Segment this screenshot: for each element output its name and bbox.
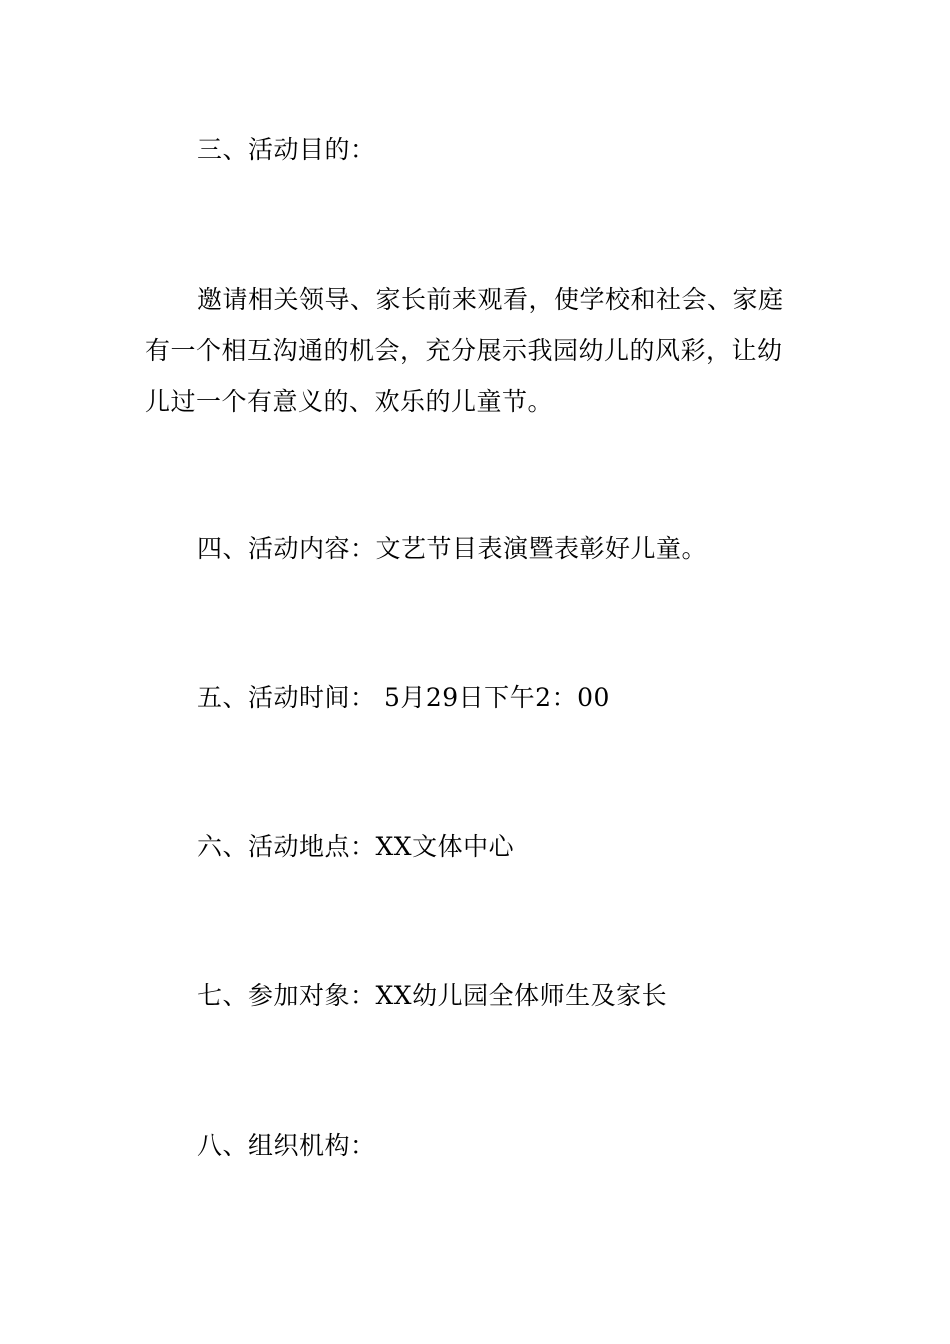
section-3-body-line-2: 有一个相互沟通的机会，充分展示我园幼儿的风彩，让幼 bbox=[145, 336, 783, 365]
section-3-heading: 三、活动目的： bbox=[197, 135, 376, 164]
section-7-participants: 七、参加对象：XX幼儿园全体师生及家长 bbox=[197, 981, 668, 1010]
section-3-body bbox=[145, 274, 817, 427]
section-3-body-line-3: 儿过一个有意义的、欢乐的儿童节。 bbox=[145, 387, 554, 416]
section-5-activity-time: 五、活动时间： 5月29日下午2：00 bbox=[197, 683, 610, 712]
section-8-heading: 八、组织机构： bbox=[197, 1131, 376, 1160]
section-3-body-line-1: 邀请相关领导、家长前来观看，使学校和社会、家庭 bbox=[197, 285, 784, 314]
section-4-activity-content: 四、活动内容：文艺节目表演暨表彰好儿童。 bbox=[197, 534, 708, 563]
section-6-activity-location: 六、活动地点：XX文体中心 bbox=[197, 832, 515, 861]
